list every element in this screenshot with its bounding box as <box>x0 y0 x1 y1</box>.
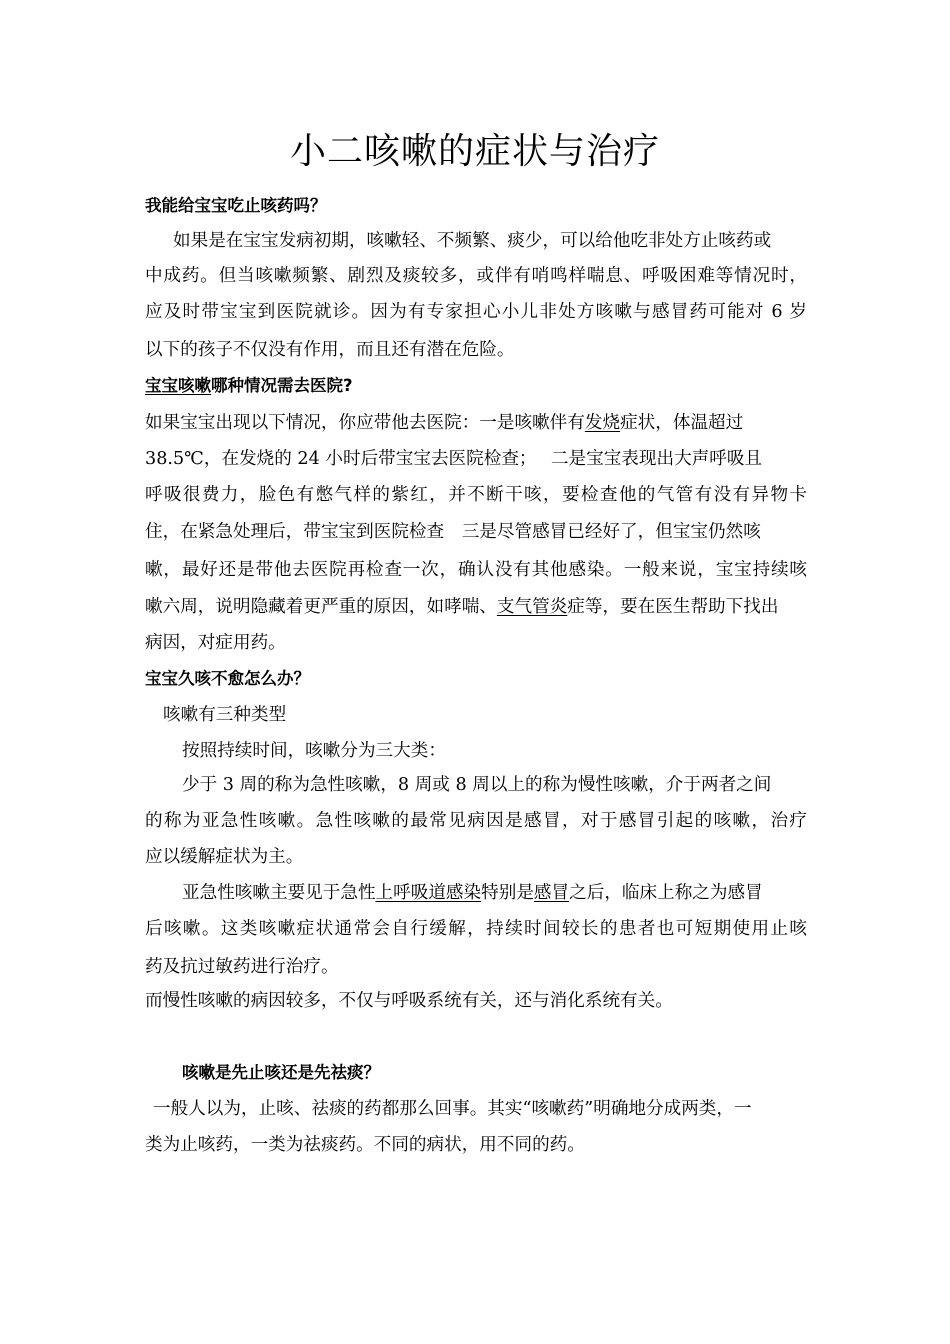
paragraph-line: 按照持续时间，咳嗽分为三大类： <box>182 741 446 761</box>
text-span: 之后，临床上称之为感冒 <box>569 883 763 903</box>
text-span: 症状，体温超过 <box>620 413 744 433</box>
paragraph-line: 呼吸很费力，脸色有憋气样的紫红，并不断干咳，要检查他的气管有没有异物卡 <box>145 485 807 505</box>
section-heading-stop-cough-or-expectorant: 咳嗽是先止咳还是先祛痰？ <box>182 1063 380 1082</box>
paragraph-line: 如果是在宝宝发病初期，咳嗽轻、不频繁、痰少，可以给他吃非处方止咳药或 <box>173 231 772 251</box>
paragraph-line: 38.5℃，在发烧的 24 小时后带宝宝去医院检查； 二是宝宝表现出大声呼吸且 <box>145 449 763 469</box>
section-heading-chronic-cough: 宝宝久咳不愈怎么办？ <box>145 669 310 688</box>
text-span: 症等，要在医生帮助下找出 <box>567 597 779 617</box>
paragraph-line: 应及时带宝宝到医院就诊。因为有专家担心小儿非处方咳嗽与感冒药可能对 6 岁 <box>145 302 807 322</box>
paragraph-line: 而慢性咳嗽的病因较多，不仅与呼吸系统有关，还与消化系统有关。 <box>145 991 673 1011</box>
paragraph-line: 的称为亚急性咳嗽。急性咳嗽的最常见病因是感冒，对于感冒引起的咳嗽，治疗 <box>145 811 807 831</box>
baby-cough-link[interactable]: 宝宝咳嗽 <box>145 376 211 395</box>
paragraph-line: 一般人以为，止咳、祛痰的药都那么回事。其实“咳嗽药”明确地分成两类，一 <box>153 1099 752 1119</box>
paragraph-line: 中成药。但当咳嗽频繁、剧烈及痰较多，或伴有哨鸣样喘息、呼吸困难等情况时， <box>145 266 807 286</box>
paragraph-line: 住，在紧急处理后，带宝宝到医院检查 三是尽管感冒已经好了，但宝宝仍然咳 <box>145 522 761 542</box>
text-span: 特别是 <box>481 883 534 903</box>
cold-link[interactable]: 感冒 <box>533 883 570 903</box>
paragraph-line: 应以缓解症状为主。 <box>145 847 304 867</box>
paragraph-line: 后咳嗽。这类咳嗽症状通常会自行缓解，持续时间较长的患者也可短期使用止咳 <box>145 919 807 939</box>
heading-text: 哪种情况需去医院? <box>211 376 353 395</box>
paragraph-line <box>145 595 778 619</box>
paragraph-line: 药及抗过敏药进行治疗。 <box>145 957 339 977</box>
text-span: 如果宝宝出现以下情况，你应带他去医院：一是咳嗽伴有 <box>145 413 585 433</box>
paragraph-line <box>145 411 743 435</box>
bronchitis-link[interactable]: 支气管炎 <box>496 597 568 617</box>
section-heading-hospital <box>145 374 353 398</box>
paragraph-line: 病因，对症用药。 <box>145 633 286 653</box>
paragraph-line <box>182 881 763 905</box>
paragraph-line: 类为止咳药，一类为祛痰药。不同的病状，用不同的药。 <box>145 1135 585 1155</box>
paragraph-line: 少于 3 周的称为急性咳嗽，8 周或 8 周以上的称为慢性咳嗽，介于两者之间 <box>182 775 772 795</box>
paragraph-line: 以下的孩子不仅没有作用，而且还有潜在危险。 <box>145 340 515 360</box>
page-title: 小二咳嗽的症状与治疗 <box>289 131 660 172</box>
section-heading-cough-medicine: 我能给宝宝吃止咳药吗？ <box>145 196 327 215</box>
paragraph-line: 嗽，最好还是带他去医院再检查一次，确认没有其他感染。一般来说，宝宝持续咳 <box>145 560 807 580</box>
text-span: 亚急性咳嗽主要见于急性 <box>182 883 376 903</box>
fever-link[interactable]: 发烧 <box>584 413 621 433</box>
text-span: 嗽六周，说明隐藏着更严重的原因，如哮喘、 <box>145 597 497 617</box>
upper-respiratory-infection-link[interactable]: 上呼吸道感染 <box>375 883 482 903</box>
paragraph-line: 咳嗽有三种类型 <box>163 705 287 725</box>
